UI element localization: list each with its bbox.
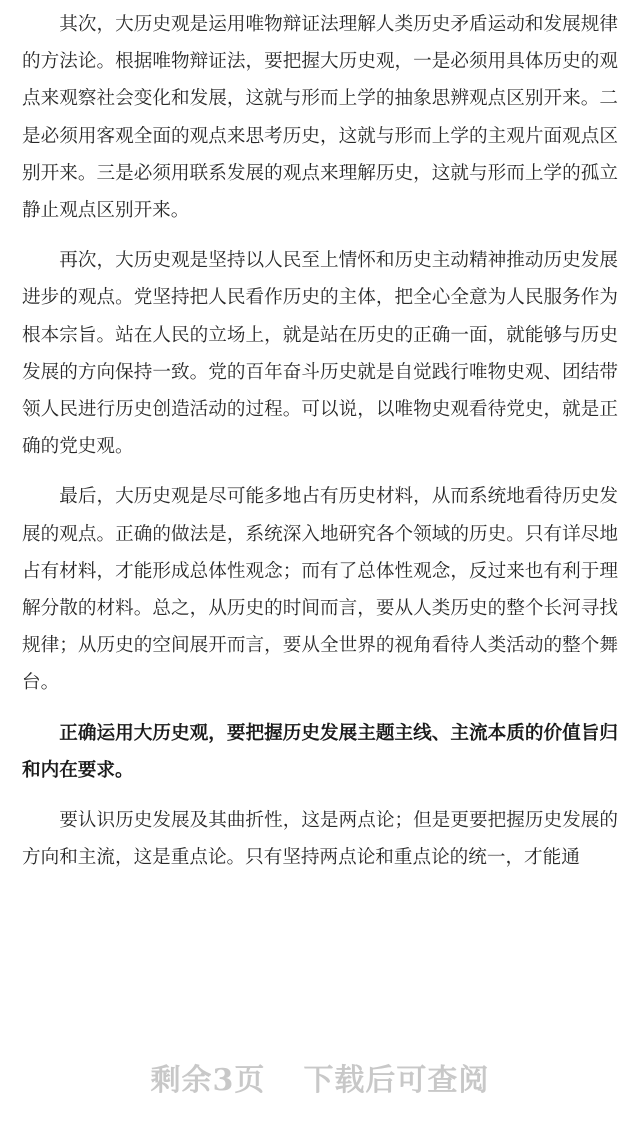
remaining-pages-label: 剩余3页 (150, 1063, 266, 1098)
paragraph-truncated: 要认识历史发展及其曲折性，这是两点论；但是更要把握历史发展的方向和主流，这是重点论。只有坚持两点论和重点论的统一，才能通 (22, 810, 618, 869)
paragraph-bold-heading: 正确运用大历史观，要把握历史发展主题主线、主流本质的价值旨归和内在要求。 (22, 722, 618, 781)
paragraph-thirdly: 再次，大历史观是坚持以人民至上情怀和历史主动精神推动历史发展进步的观点。党坚持把人民看作历史的主体，把全心全意为人民服务作为根本宗旨。站在人民的立场上，就是站在历史的正确一面，就能够与历史发展的方向保持一致。党的百年奋斗历史就是自觉践行唯物史观、团结带领人民进行历史创造活动的过程。可以说，以唯物史观看待党史，就是正确的党史观。 (22, 250, 618, 458)
paragraph-finally: 最后，大历史观是尽可能多地占有历史材料，从而系统地看待历史发展的观点。正确的做法是，系统深入地研究各个领域的历史。只有详尽地占有材料，才能形成总体性观念；而有了总体性观念，反过来也有利于理解分散的材料。总之，从历史的时间而言，要从人类历史的整个长河寻找规律；从历史的空间展开而言，要从全世界的视角看待人类活动的整个舞台。 (22, 486, 618, 694)
download-to-read-more-button[interactable] (0, 1052, 640, 1102)
paragraph-secondly: 其次，大历史观是运用唯物辩证法理解人类历史矛盾运动和发展规律的方法论。根据唯物辩证法，要把握大历史观，一是必须用具体历史的观点来观察社会变化和发展，这就与形而上学的抽象思辨观点区别开来。二是必须用客观全面的观点来思考历史，这就与形而上学的主观片面观点区别开来。三是必须用联系发展的观点来理解历史，这就与形而上学的孤立静止观点区别开来。 (22, 14, 618, 222)
article-body (22, 6, 618, 889)
download-hint-label: 下载后可查阅 (303, 1063, 490, 1098)
